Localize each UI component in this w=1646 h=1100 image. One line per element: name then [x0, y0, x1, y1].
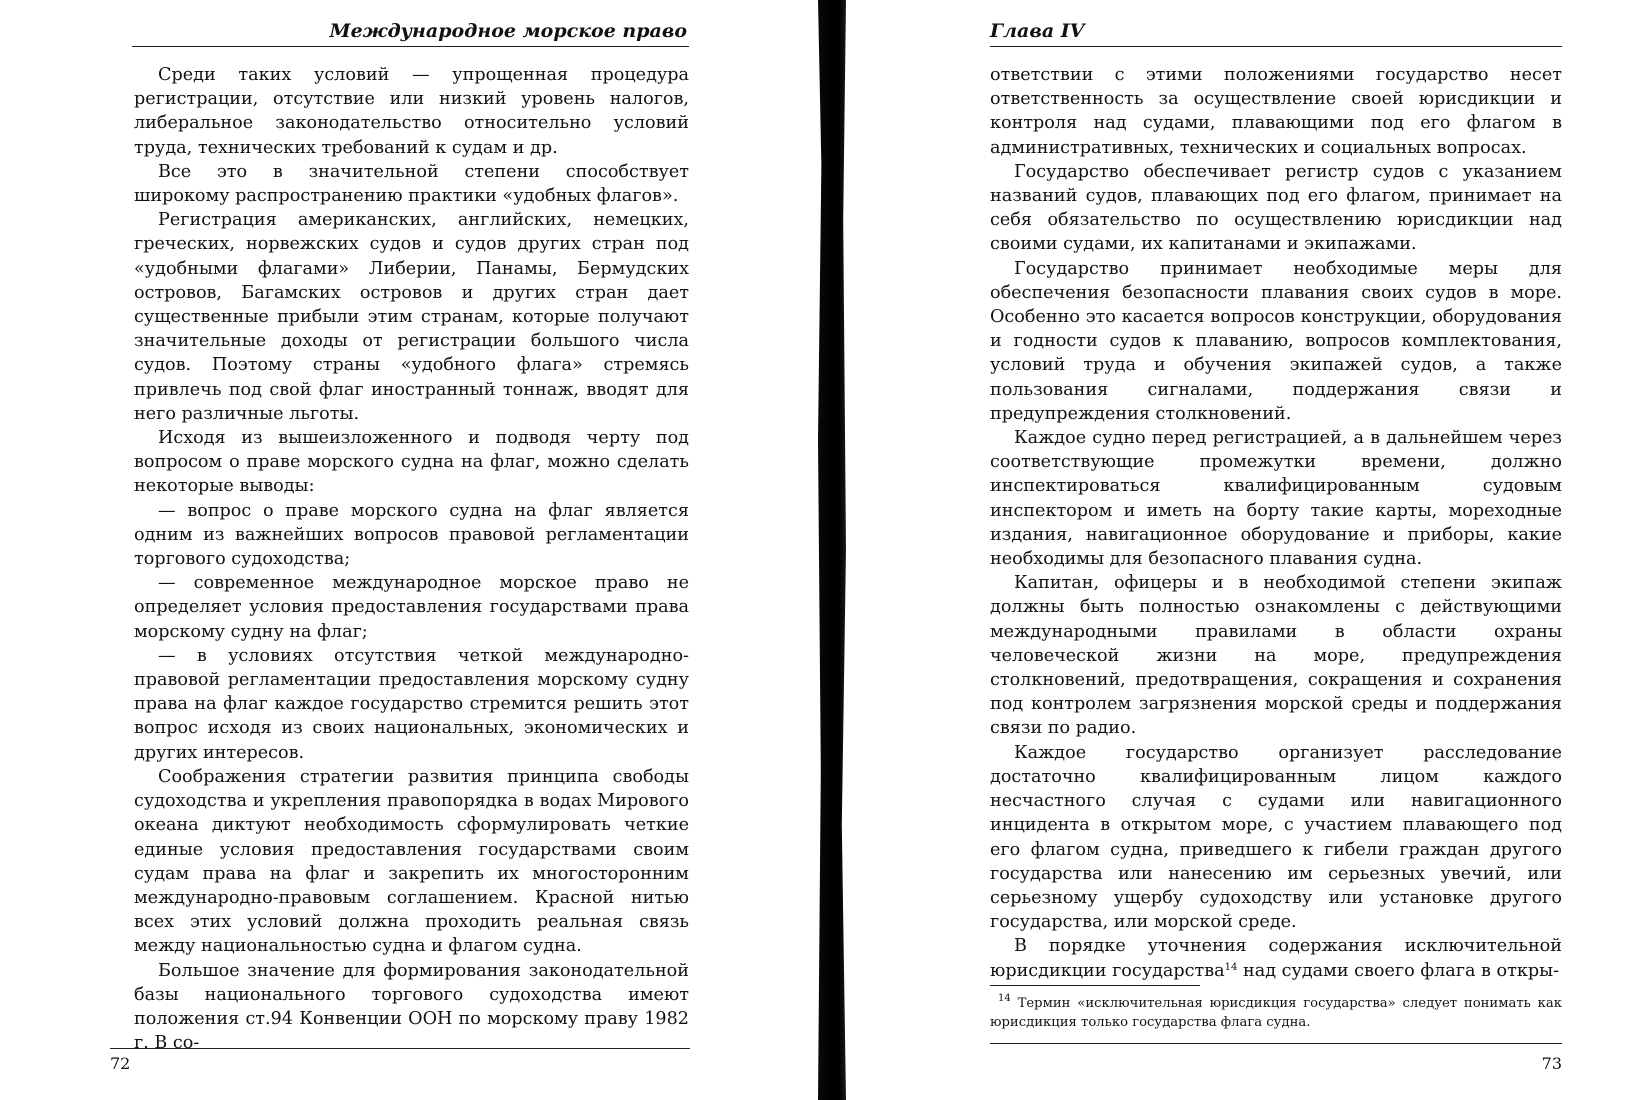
paragraph: Соображения стратегии развития принципа свободы судоходства и укрепления правопорядка в водах Мирового океана диктуют необходимость сформулировать четкие единые условия предоставления государствами своим судам права на флаг и закрепить их многосторонним международно-правовым соглашением. Красной нитью всех этих условий должна проходить реальная связь между национальностью судна и флагом судна.: [134, 766, 689, 957]
footnote-rule: [990, 985, 1200, 986]
paragraph: Регистрация американских, английских, немецких, греческих, норвежских судов и судов других стран под «удобными флагами» Либерии, Панамы, Бермудских островов, Багамских островов и других стран дает существенные прибыли этим странам, которые получают значительные доходы от регистрации большого числа судов. Поэтому страны «удобного флага» стремясь привлечь под свой флаг иностранный тоннаж, вводят для него различные льготы.: [134, 210, 689, 424]
list-item: — современное международное морское право не определяет условия предоставления государствами права морскому судну на флаг;: [134, 573, 689, 642]
paragraph-text: над судами своего флага в откры-: [1237, 960, 1560, 981]
footnote-number: 14: [998, 993, 1011, 1004]
running-header: Глава IV: [990, 20, 1085, 42]
header-rule: [132, 46, 689, 47]
book-spine: [818, 0, 846, 1100]
footnote-text: Термин «исключительная юрисдикция государства» следует понимать как юрисдикция только государства флага судна.: [990, 996, 1562, 1030]
paragraph: Большое значение для формирования законодательной базы национального торгового судоходства имеют положения ст.94 Конвенции ООН по морскому праву 1982 г. В со-: [134, 960, 689, 1054]
paragraph: Каждое государство организует расследование достаточно квалифицированным лицом каждого несчастного случая с судами или навигационного инцидента в открытом море, с участием плавающего под его флагом судна, приведшего к гибели граждан другого государства или нанесению им серьезных увечий, или серьезному ущербу судоходству или установке другого государства, или морской среде.: [990, 742, 1562, 933]
paragraph: Все это в значительной степени способствует широкому распространению практики «удобных флагов».: [134, 161, 689, 207]
footnote-reference: 14: [1224, 961, 1238, 973]
right-page: [850, 0, 1646, 1100]
paragraph: Государство обеспечивает регистр судов с указанием названий судов, плавающих под его флагом, принимает на себя обязательство по осуществлению юрисдикции над своими судами, их капитанами и экипажами.: [990, 161, 1562, 255]
paragraph: Исходя из вышеизложенного и подводя черту под вопросом о праве морского судна на флаг, можно сделать некоторые выводы:: [134, 428, 689, 497]
paragraph: [990, 934, 1562, 982]
paragraph: Государство принимает необходимые меры для обеспечения безопасности плавания своих судов в море. Особенно это касается вопросов конструкции, оборудования и годности судов к плаванию, вопросов комплектования, условий труда и обучения экипажей судов, а также пользования сигналами, поддержания связи и предупреждения столкновений.: [990, 258, 1562, 424]
paragraph: Каждое судно перед регистрацией, а в дальнейшем через соответствующие промежутки времени, должно инспектироваться квалифицированным судовым инспектором и иметь на борту такие карты, мореходные издания, навигационное оборудование и приборы, какие необходимы для безопасного плавания судна.: [990, 428, 1562, 570]
footnote: [990, 994, 1562, 1032]
header-rule: [990, 46, 1562, 47]
paragraph-text: В порядке уточнения содержания исключительной юрисдикции государства: [990, 936, 1562, 981]
paragraph: ответствии с этими положениями государство несет ответственность за осуществление своей юрисдикции и контроля над судами, плавающими под его флагом в административных, технических и социальных вопросах.: [990, 65, 1562, 158]
page-number: 72: [110, 1054, 131, 1073]
body-text: [134, 63, 689, 1055]
running-header: Международное морское право: [329, 20, 687, 42]
footer-rule: [990, 1043, 1562, 1044]
list-item: — вопрос о праве морского судна на флаг является одним из важнейших вопросов правовой регламентации торгового судоходства;: [134, 500, 689, 570]
left-page: [0, 0, 820, 1100]
body-text: [990, 63, 1562, 983]
footer-rule: [110, 1048, 690, 1049]
paragraph: Капитан, офицеры и в необходимой степени экипаж должны быть полностью ознакомлены с действующими международными правилами в области охраны человеческой жизни на море, предупреждения столкновений, предотвращения, сокращения и сохранения под контролем загрязнения морской среды и поддержания связи по радио.: [990, 573, 1562, 739]
page-number: 73: [1541, 1054, 1562, 1073]
paragraph: Среди таких условий — упрощенная процедура регистрации, отсутствие или низкий уровень налогов, либеральное законодательство относительно условий труда, технических требований к судам и др.: [134, 65, 689, 158]
list-item: — в условиях отсутствия четкой международно-правовой регламентации предоставления морскому судну права на флаг каждое государство стремится решить этот вопрос исходя из своих национальных, экономических и других интересов.: [134, 645, 689, 763]
